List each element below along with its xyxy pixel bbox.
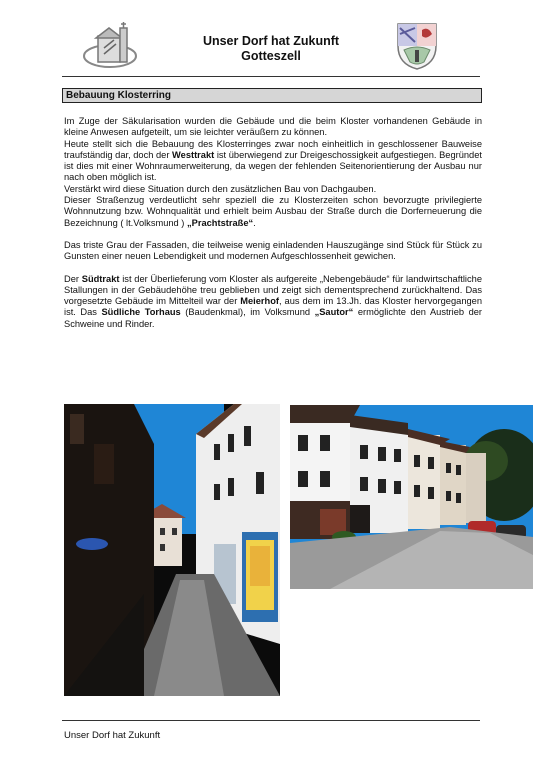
header-title: Unser Dorf hat Zukunft [202, 34, 340, 48]
page-header [140, 34, 402, 64]
paragraph-1 [64, 116, 482, 229]
photo-klosterring-row [290, 405, 533, 589]
p3-g: (Baudenkmal), im Volksmund [180, 307, 315, 318]
coat-of-arms [396, 22, 438, 70]
footer-divider [62, 720, 480, 721]
photo-street-gate [64, 404, 280, 696]
term-sautor: „Sautor“ [314, 307, 354, 318]
header-divider [62, 76, 480, 77]
p3-a: Der [64, 273, 82, 284]
footer-text: Unser Dorf hat Zukunft [64, 730, 161, 741]
p1-sentence-3: Verstärkt wird diese Situation durch den zusätzlichen Bau von Dachgauben. [64, 183, 377, 194]
term-westtrakt: Westtrakt [172, 149, 215, 160]
paragraph-2: Das triste Grau der Fassaden, die teilweise wenig einladenden Hauszugänge sind Stück für Stück zu Gunsten einer neuen Lebendigkeit und modernen Aufgeschlossenheit gewichen. [64, 239, 482, 262]
p3-i: ermöglichte den Austrieb der Schweine und Rinder. [64, 307, 483, 329]
village-logo [80, 22, 138, 70]
body-text [64, 116, 482, 330]
p1-sentence-4a: Dieser Straßenzug verdeutlicht sehr speziell die zu Klosterzeiten schon bevorzugte privilegierte Wohnnutzung bzw. Wohnqualität und erhielt beim Ausbau der Straße durch die Dorferneuerung die Bezeichnung ( lt.Volksmund ) [64, 195, 482, 228]
term-meierhof: Meierhof [240, 296, 280, 307]
term-suedtrakt: Südtrakt [81, 273, 120, 284]
paragraph-3 [64, 274, 482, 330]
term-prachtstrasse: „Prachtstraße“ [187, 217, 254, 228]
p1-sentence-2c: ist überwiegend zur Dreigeschossigkeit aufgestiegen. Begründet ist dies mit einer Wohnraumerweiterung, da wegen der fehlenden Seitenorientierung der Ausbau nur nach oben möglich ist. [64, 149, 482, 183]
p1-sentence-2a: Heute stellt sich die Bebauung des Klosterringes zwar noch einheitlich in geschlossener Bauweise traufständig dar, doch der [64, 138, 482, 160]
p3-e: , aus dem im 13.Jh. das Kloster hervorgegangen ist. Das [64, 296, 483, 318]
term-suedliche-torhaus: Südliche Torhaus [101, 307, 181, 318]
p3-c: ist der Überlieferung vom Kloster als aufgereite „Nebengebäude“ für landwirtschaftliche Stallungen in der Gebäudehöhe treu geblieben und zeigt sich dementsprechend zurückhaltend. Das vorgesetzte Gebäude im Mittelteil war der [64, 273, 482, 307]
header-subtitle: Gotteszell [241, 49, 301, 63]
p1-sentence-4c: . [253, 217, 256, 228]
section-title: Bebauung Klosterring [62, 88, 482, 103]
p1-sentence-1: Im Zuge der Säkularisation wurden die Gebäude und die beim Kloster vorhandenen Gebäude in kleine Anwesen aufgeteilt, um sie leichter veräußern zu können. [64, 116, 482, 138]
